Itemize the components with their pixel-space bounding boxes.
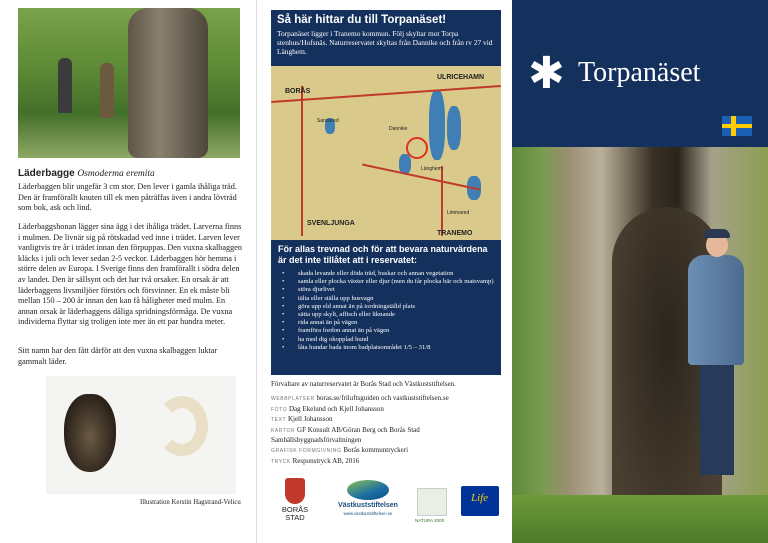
map-label-boras: BORÅS bbox=[285, 88, 311, 95]
map-road bbox=[301, 86, 303, 236]
reserve-location-marker bbox=[406, 137, 428, 159]
beetle-para-1: Läderbaggen blir ungefär 3 cm stor. Den lever i gamla ihåliga träd. Den är framförallt knuten till ek men påträffas även i andra lövträd som bok, ask och lind. bbox=[18, 182, 237, 213]
grass bbox=[512, 495, 768, 543]
rule-item: • låta hundar bada inom badplatsområdet 1/5 – 31/8 bbox=[278, 344, 494, 352]
illustration-caption: Illustration Kerstin Hagstrand-Velicu bbox=[140, 499, 241, 506]
beetle-drawing bbox=[64, 394, 116, 472]
area-map bbox=[271, 66, 501, 241]
eu-life-icon bbox=[461, 486, 499, 516]
beetle-illustration bbox=[46, 376, 236, 494]
credit-value: Borås kommuntryckeri bbox=[343, 445, 409, 454]
credits bbox=[271, 394, 503, 467]
rule-item: • framföra fordon annat än på vägen bbox=[278, 327, 494, 335]
natura-icon bbox=[417, 488, 447, 516]
middle-panel bbox=[256, 0, 512, 543]
directions-heading: Så här hittar du till Torpanäset! bbox=[277, 14, 447, 26]
rules-list bbox=[278, 270, 494, 352]
oak-trunk bbox=[128, 8, 208, 158]
credit-label: TRYCK bbox=[271, 458, 291, 465]
visitor-figure bbox=[58, 58, 72, 113]
rules-box bbox=[271, 240, 501, 375]
life-text: Life bbox=[471, 492, 489, 504]
asterisk-icon: ✱ bbox=[528, 48, 565, 99]
hollow-oak-photo bbox=[512, 147, 768, 543]
beetle-latin: Osmoderma eremita bbox=[77, 169, 155, 179]
map-label-svenljunga: SVENLJUNGA bbox=[307, 220, 355, 227]
beetle-para-3: Sitt namn har den fått därför att den vuxna skalbaggen luktar gammalt läder. bbox=[18, 346, 218, 366]
map-lake bbox=[429, 90, 445, 160]
man-legs bbox=[700, 365, 734, 475]
left-panel bbox=[0, 0, 256, 543]
map-road bbox=[441, 166, 443, 236]
map-lake bbox=[447, 106, 461, 150]
boras-logo-text: BORÅS STAD bbox=[281, 505, 309, 522]
credit-value: boras.se/friluftsguiden och vastkuststiftelsen.se bbox=[316, 394, 449, 402]
visitor-figure bbox=[100, 63, 114, 118]
credit-line bbox=[271, 457, 503, 468]
beetle-title: Läderbagge bbox=[18, 168, 75, 179]
credit-value: Kjell Johansson bbox=[287, 415, 333, 424]
rule-item: • rida annat än på vägen bbox=[278, 319, 494, 327]
boras-shield-icon bbox=[285, 478, 305, 504]
credit-line bbox=[271, 394, 503, 405]
manager-note: Förvaltare av naturreservatet är Borås Stad och Västkuststiftelsen. bbox=[271, 380, 456, 388]
oak-visitors-photo bbox=[18, 8, 240, 158]
vastkust-wave-icon bbox=[347, 480, 389, 500]
vastkust-logo-text: Västkuststiftelsen bbox=[338, 502, 398, 509]
credit-line bbox=[271, 446, 503, 457]
map-label-langhem: Länghem bbox=[421, 166, 442, 172]
rule-item: • göra upp eld annat än på iordningställd plats bbox=[278, 303, 494, 311]
vastkust-url: www.vastkuststiftelsen.se bbox=[343, 511, 393, 516]
rule-item: • ha med dig okopplad hund bbox=[278, 336, 494, 344]
map-label-limmared: Limmared bbox=[447, 210, 470, 216]
map-label-sandared: Sandared bbox=[317, 118, 339, 124]
credit-label: TEXT bbox=[271, 417, 287, 424]
rule-item: • samla eller plocka växter eller djur (men du får plocka bär och matsvamp) bbox=[278, 278, 494, 286]
map-label-dannike: Dannike bbox=[389, 126, 408, 132]
larva-drawing bbox=[156, 396, 208, 456]
rule-item: • tälta eller ställa upp husvagn bbox=[278, 295, 494, 303]
directions-box bbox=[271, 10, 501, 66]
credit-label: WEBBPLATSER bbox=[271, 396, 315, 402]
page-title: Torpanäset bbox=[578, 57, 701, 88]
rule-item: • störa djurlivet bbox=[278, 286, 494, 294]
credit-line bbox=[271, 426, 503, 446]
credit-value: Dag Ekelund och Kjell Johansson bbox=[288, 404, 384, 413]
credit-label: FOTO bbox=[271, 406, 288, 413]
credit-line bbox=[271, 415, 503, 426]
map-label-ulricehamn: ULRICEHAMN bbox=[437, 74, 485, 81]
directions-text: Torpanäset ligger i Tranemo kommun. Följ skyltar mot Torpa stenhus/Hofsnäs. Naturreservatet skyltas från Dannike och från rv 27 vid Länghem. bbox=[277, 29, 493, 57]
credit-label: KARTOR bbox=[271, 427, 296, 434]
natura-logo-text: NATURA 2000 bbox=[415, 518, 445, 523]
beetle-para-2: Läderbaggshonan lägger sina ägg i det ihåliga trädet. Larverna finns i mulmen. De livnär sig på rötskadad ved inne i trädet. Larven lever vanligtvis tre år i trädet innan den förpuppas. Den vuxna skalbaggen kläcks i juli och lever sedan 2-5 veckor. Läderbaggen hör hemma i större delen av Europa. I Sverige finns den framförallt i södra delen av landet. Den är sällsynt och det har två orsaker. En orsak är att läderbaggens livsmiljöer förstörs och försvinner. En ek måste bli mellan 150 – 200 år innan den kan få håligheter med mulm. En annan orsak är läderbaggens dåliga spridningsförmåga. De vuxna individerna flyttar sig troligen inte mer än ett par hundra meter. bbox=[18, 222, 242, 327]
man-figure bbox=[688, 255, 744, 365]
beetle-heading bbox=[18, 168, 155, 179]
rules-heading: För allas trevnad och för att bevara naturvärdena är det inte tillåtet att i reservatet: bbox=[278, 244, 488, 265]
rule-item: • skada levande eller döda träd, buskar och annan vegetation bbox=[278, 270, 494, 278]
man-cap bbox=[704, 229, 730, 238]
partner-logos bbox=[271, 478, 503, 528]
swedish-flag-icon bbox=[722, 116, 752, 136]
map-label-tranemo: TRANEMO bbox=[437, 230, 473, 237]
credit-label: GRAFISK FORMGIVNING bbox=[271, 447, 342, 454]
credit-value: Responstryck AB, 2016 bbox=[292, 456, 360, 465]
rule-item: • sätta upp skylt, affisch eller liknande bbox=[278, 311, 494, 319]
title-bar bbox=[512, 0, 768, 147]
credit-line bbox=[271, 405, 503, 416]
credit-value: GF Konsult AB/Göran Berg och Borås Stad Samhällsbyggnadsförvaltningen bbox=[271, 425, 420, 445]
cover-panel bbox=[512, 0, 768, 543]
